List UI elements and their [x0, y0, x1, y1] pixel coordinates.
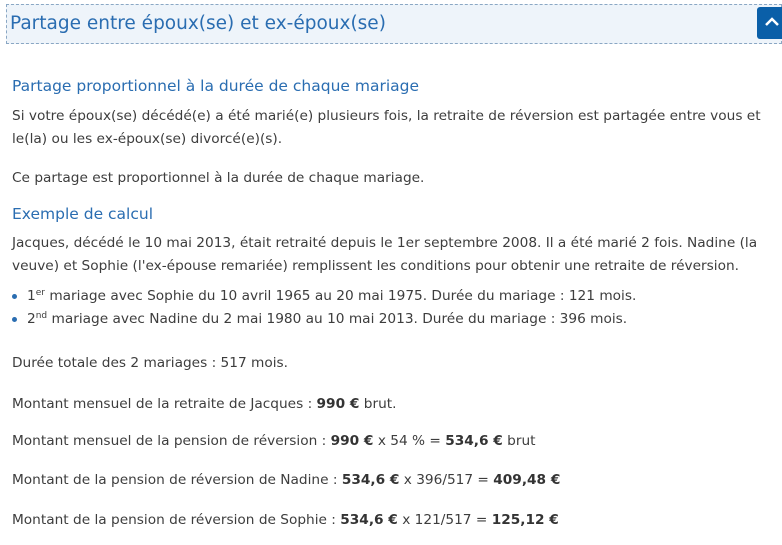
- sophie-pension-amount: Montant de la pension de réversion de Sophie : 534,6 € x 121/517 = 125,12 €: [12, 512, 559, 528]
- bullet-icon: [12, 317, 17, 322]
- chevron-up-icon: [764, 17, 780, 27]
- marriage-list: [12, 285, 636, 331]
- monthly-retirement-amount: Montant mensuel de la retraite de Jacques : 990 € brut.: [12, 396, 397, 412]
- nadine-pension-amount: Montant de la pension de réversion de Nadine : 534,6 € x 396/517 = 409,48 €: [12, 472, 561, 488]
- heading-proportional-sharing: Partage proportionnel à la durée de chaque mariage: [12, 77, 420, 95]
- bullet-icon: [12, 294, 17, 299]
- accordion-header[interactable]: [6, 4, 782, 44]
- list-item-marriage-2: 2nd mariage avec Nadine du 2 mai 1980 au 10 mai 2013. Durée du mariage : 396 mois.: [12, 308, 636, 331]
- survivor-pension-amount: Montant mensuel de la pension de réversion : 990 € x 54 % = 534,6 € brut: [12, 433, 536, 449]
- paragraph-intro: Si votre époux(se) décédé(e) a été marié(e) plusieurs fois, la retraite de réversion est partagée entre vous et le(la) ou les ex-époux(se) divorcé(e)(s).: [12, 108, 761, 147]
- total-duration: Durée totale des 2 mariages : 517 mois.: [12, 355, 289, 371]
- heading-calculation-example: Exemple de calcul: [12, 205, 154, 223]
- list-item-marriage-1: 1er mariage avec Sophie du 10 avril 1965 au 20 mai 1975. Durée du mariage : 121 mois.: [12, 285, 636, 308]
- paragraph-example-intro: Jacques, décédé le 10 mai 2013, était retraité depuis le 1er septembre 2008. Il a été marié 2 fois. Nadine (la veuve) et Sophie (l'ex-épouse remariée) remplissent les conditions pour obtenir une retraite de réversion.: [12, 235, 758, 274]
- paragraph-proportional: Ce partage est proportionnel à la durée de chaque mariage.: [12, 170, 425, 186]
- collapse-button[interactable]: [757, 7, 782, 39]
- accordion-title[interactable]: Partage entre époux(se) et ex-époux(se): [10, 13, 386, 34]
